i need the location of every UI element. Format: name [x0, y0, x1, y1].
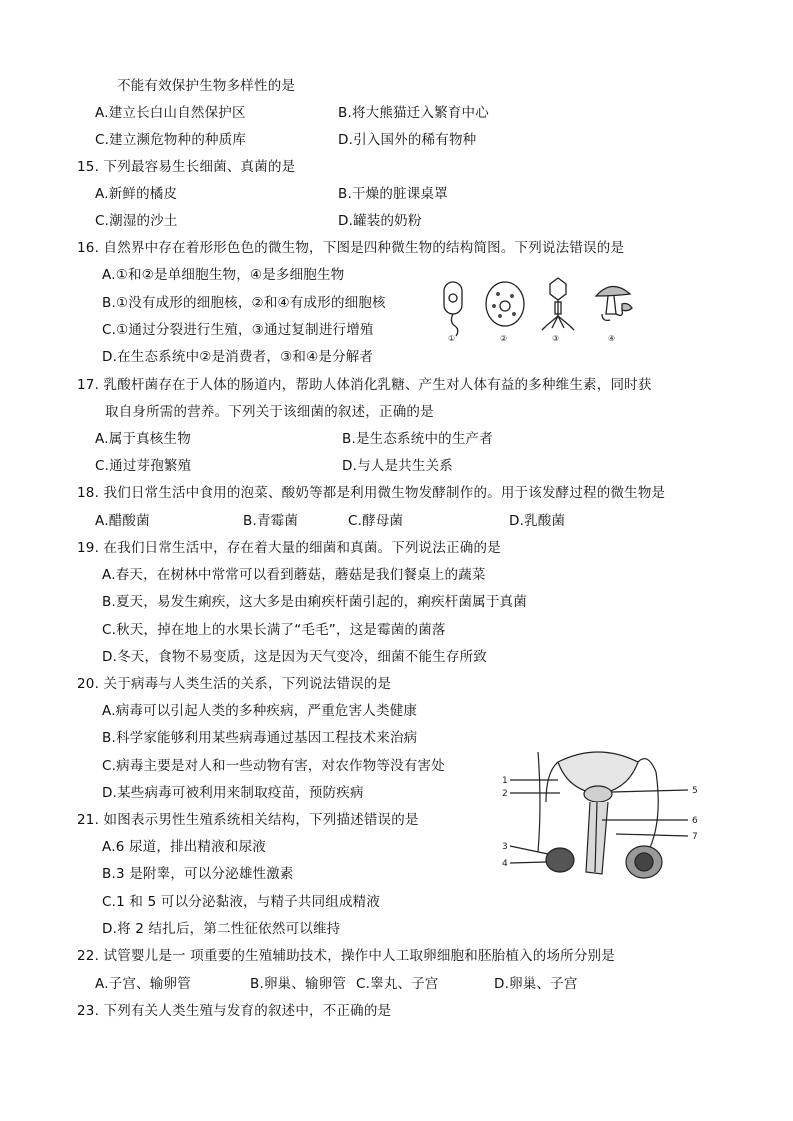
q21-option-a: A.6 尿道，排出精液和尿液 — [102, 839, 266, 855]
q18-option-d: D.乳酸菌 — [509, 513, 566, 529]
fig21-label-3: 3 — [502, 842, 508, 852]
fig21-label-6: 6 — [692, 816, 698, 826]
q23-stem: 23. 下列有关人类生殖与发育的叙述中，不正确的是 — [77, 1003, 392, 1019]
q20-option-c: C.病毒主要是对人和一些动物有害，对农作物等没有害处 — [102, 758, 445, 774]
q18-stem: 18. 我们日常生活中食用的泡菜、酸奶等都是利用微生物发酵制作的。用于该发酵过程的微生物是 — [77, 485, 666, 501]
q21-option-d: D.将 2 结扎后，第二性征依然可以维持 — [102, 921, 341, 937]
q19-option-a: A.春天，在树林中常常可以看到蘑菇，蘑菇是我们餐桌上的蔬菜 — [102, 567, 486, 583]
q16-option-c: C.①通过分裂进行生殖，③通过复制进行增殖 — [102, 322, 374, 338]
q17-option-a: A.属于真核生物 — [95, 431, 191, 447]
q22-option-a: A.子宫、输卵管 — [95, 976, 191, 992]
fig21-label-5: 5 — [692, 786, 698, 796]
yeast-drawing — [486, 282, 524, 326]
q21-stem: 21. 如图表示男性生殖系统相关结构，下列描述错误的是 — [77, 812, 419, 828]
q19-option-b: B.夏天，易发生痢疾，这大多是由痢疾杆菌引起的，痢疾杆菌属于真菌 — [102, 594, 527, 610]
q14-option-d: D.引入国外的稀有物种 — [338, 132, 477, 148]
phage-drawing — [542, 278, 574, 330]
q15-stem: 15. 下列最容易生长细菌、真菌的是 — [77, 159, 296, 175]
q19-stem: 19. 在我们日常生活中，存在着大量的细菌和真菌。下列说法正确的是 — [77, 540, 501, 556]
q16-option-a: A.①和②是单细胞生物，④是多细胞生物 — [102, 267, 345, 283]
q17-option-c: C.通过芽孢繁殖 — [95, 458, 192, 474]
fig21-label-4: 4 — [502, 859, 508, 869]
fig-label-1: ① — [448, 334, 456, 343]
q18-option-c: C.酵母菌 — [348, 513, 404, 529]
q17-option-d: D.与人是共生关系 — [342, 458, 453, 474]
q22-option-b: B.卵巢、输卵管 — [250, 976, 347, 992]
q14-option-c: C.建立濒危物种的种质库 — [95, 132, 247, 148]
q22-stem: 22. 试管婴儿是一 项重要的生殖辅助技术，操作中人工取卵细胞和胚胎植入的场所分别是 — [77, 948, 615, 964]
fig-label-3: ③ — [552, 334, 560, 343]
q15-option-a: A.新鲜的橘皮 — [95, 186, 178, 202]
q20-option-d: D.某些病毒可被利用来制取疫苗，预防疾病 — [102, 785, 364, 801]
bacterium-drawing — [444, 282, 462, 336]
q14-stem: 不能有效保护生物多样性的是 — [117, 78, 296, 94]
q16-stem: 16. 自然界中存在着形形色色的微生物，下图是四种微生物的结构简图。下列说法错误的是 — [77, 240, 625, 256]
q22-option-c: C.睾丸、子宫 — [356, 976, 439, 992]
q14-option-b: B.将大熊猫迁入繁育中心 — [338, 105, 489, 121]
q20-option-a: A.病毒可以引起人类的多种疾病，严重危害人类健康 — [102, 703, 418, 719]
q21-option-b: B.3 是附睾，可以分泌雄性激素 — [102, 866, 294, 882]
q16-option-d: D.在生态系统中②是消费者，③和④是分解者 — [102, 349, 374, 365]
q18-option-a: A.醋酸菌 — [95, 513, 150, 529]
q19-option-d: D.冬天，食物不易变质，这是因为天气变冷，细菌不能生存所致 — [102, 649, 487, 665]
q20-option-b: B.科学家能够利用某些病毒通过基因工程技术来治病 — [102, 730, 418, 746]
fig21-label-7: 7 — [692, 832, 698, 842]
fig-label-4: ④ — [608, 334, 616, 343]
q16-option-b: B.①没有成形的细胞核，②和④有成形的细胞核 — [102, 295, 386, 311]
q15-option-d: D.罐装的奶粉 — [338, 213, 422, 229]
q14-option-a: A.建立长白山自然保护区 — [95, 105, 246, 121]
q21-option-c: C.1 和 5 可以分泌黏液，与精子共同组成精液 — [102, 894, 381, 910]
fig21-label-2: 2 — [502, 789, 508, 799]
reproductive-system-figure — [498, 742, 728, 892]
q15-option-c: C.潮湿的沙土 — [95, 213, 178, 229]
q17-option-b: B.是生态系统中的生产者 — [342, 431, 493, 447]
q19-option-c: C.秋天，掉在地上的水果长满了“毛毛”，这是霉菌的菌落 — [102, 622, 446, 638]
q18-option-b: B.青霉菌 — [243, 513, 299, 529]
q15-option-b: B.干燥的脏课桌罩 — [338, 186, 448, 202]
microorganism-figure — [432, 274, 642, 344]
q22-option-d: D.卵巢、子宫 — [494, 976, 578, 992]
fig21-label-1: 1 — [502, 776, 508, 786]
q17-stem-line2: 取自身所需的营养。下列关于该细菌的叙述，正确的是 — [105, 404, 434, 420]
fig-label-2: ② — [500, 334, 508, 343]
q20-stem: 20. 关于病毒与人类生活的关系，下列说法错误的是 — [77, 676, 392, 692]
mushroom-drawing — [596, 286, 632, 320]
q17-stem-line1: 17. 乳酸杆菌存在于人体的肠道内，帮助人体消化乳糖、产生对人体有益的多种维生素，同时获 — [77, 377, 652, 393]
